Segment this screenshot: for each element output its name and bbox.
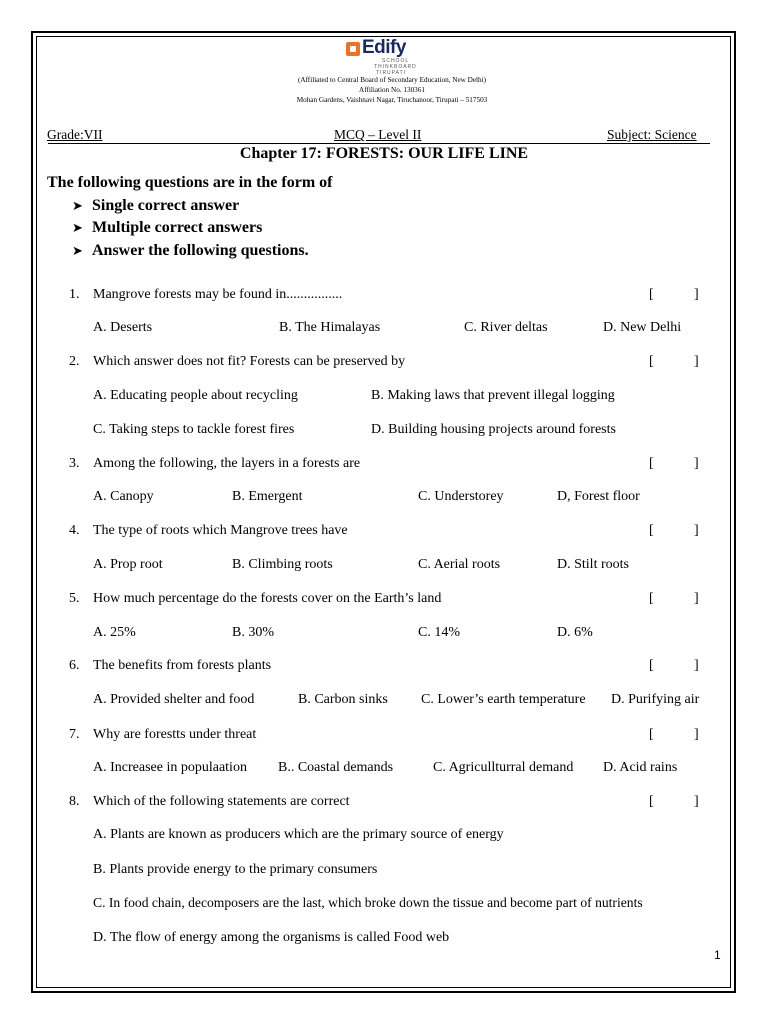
answer-bracket-open: [ xyxy=(649,287,654,302)
grade-label: Grade:VII xyxy=(47,127,103,142)
page-number: 1 xyxy=(714,948,721,962)
question-number: 6. xyxy=(69,658,80,673)
answer-bracket-close: ] xyxy=(694,354,699,369)
answer-bracket-close: ] xyxy=(694,591,699,606)
answer-bracket-open: [ xyxy=(649,658,654,673)
option: B. 30% xyxy=(232,625,274,640)
option: A. Educating people about recycling xyxy=(93,388,298,403)
option: A. Prop root xyxy=(93,557,163,572)
arrow-bullet-icon: ➤ xyxy=(72,199,83,214)
question-text: Among the following, the layers in a forests are xyxy=(93,456,361,471)
option: D. 6% xyxy=(557,625,593,640)
answer-bracket-close: ] xyxy=(694,456,699,471)
bullet-item: ➤ Answer the following questions. xyxy=(72,242,309,259)
question-number: 1. xyxy=(69,287,80,302)
subject-label: Subject: Science xyxy=(607,127,697,142)
question-text: Why are forestts under threat xyxy=(93,727,257,742)
question-text: The benefits from forests plants xyxy=(93,658,272,673)
bullet-item: ➤ Single correct answer xyxy=(72,197,240,214)
question-number: 4. xyxy=(69,523,80,538)
option: C. Lower’s earth temperature xyxy=(421,692,586,707)
option: B. Plants provide energy to the primary consumers xyxy=(93,862,378,877)
question-text: The type of roots which Mangrove trees have xyxy=(93,523,348,538)
option: A. Provided shelter and food xyxy=(93,692,255,707)
answer-bracket-open: [ xyxy=(649,354,654,369)
affiliation-line-2: Affiliation No. 130361 xyxy=(359,86,425,94)
option: A. Canopy xyxy=(93,489,154,504)
option: B. Emergent xyxy=(232,489,303,504)
option: D. Acid rains xyxy=(603,760,678,775)
chapter-title: Chapter 17: FORESTS: OUR LIFE LINE xyxy=(239,145,529,162)
answer-bracket-open: [ xyxy=(649,794,654,809)
question-text: Mangrove forests may be found in................ xyxy=(93,287,343,302)
answer-bracket-close: ] xyxy=(694,287,699,302)
logo-sub-2: THINKBOARD xyxy=(374,64,417,70)
option: A. 25% xyxy=(93,625,136,640)
option: C. Taking steps to tackle forest fires xyxy=(93,422,295,437)
question-number: 8. xyxy=(69,794,80,809)
option: B. Climbing roots xyxy=(232,557,333,572)
question-text: How much percentage do the forests cover on the Earth’s land xyxy=(93,591,442,606)
question-number: 2. xyxy=(69,354,80,369)
option: C. Agricullturral demand xyxy=(433,760,574,775)
option: B. Making laws that prevent illegal logging xyxy=(371,388,615,403)
answer-bracket-open: [ xyxy=(649,523,654,538)
header-underline xyxy=(48,143,710,144)
bullet-item: ➤ Multiple correct answers xyxy=(72,219,263,236)
level-label: MCQ – Level II xyxy=(334,127,422,142)
option: A. Plants are known as producers which are the primary source of energy xyxy=(93,827,504,842)
answer-bracket-open: [ xyxy=(649,591,654,606)
option: C. Aerial roots xyxy=(418,557,501,572)
affiliation-line-1: (Affiliated to Central Board of Secondary Education, New Delhi) xyxy=(297,76,487,84)
question-text: Which answer does not fit? Forests can be preserved by xyxy=(93,354,406,369)
question-text: Which of the following statements are correct xyxy=(93,794,350,809)
option: D. Purifying air xyxy=(611,692,700,707)
arrow-bullet-icon: ➤ xyxy=(72,221,83,236)
affiliation-line-3: Mohan Gardens, Vaishnavi Nagar, Tiruchanoor, Tirupati – 517503 xyxy=(296,96,488,104)
option: B. The Himalayas xyxy=(279,320,381,335)
school-logo xyxy=(346,37,426,76)
option: D. The flow of energy among the organisms is called Food web xyxy=(93,930,450,945)
question-number: 3. xyxy=(69,456,80,471)
instructions-intro: The following questions are in the form of xyxy=(47,174,333,191)
answer-bracket-open: [ xyxy=(649,456,654,471)
option: D. Building housing projects around forests xyxy=(371,422,616,437)
answer-bracket-close: ] xyxy=(694,794,699,809)
option: A. Deserts xyxy=(93,320,153,335)
option: A. Increasee in populaation xyxy=(93,760,247,775)
question-number: 7. xyxy=(69,727,80,742)
option: C. In food chain, decomposers are the last, which broke down the tissue and become part of nutrients xyxy=(93,895,643,910)
answer-bracket-open: [ xyxy=(649,727,654,742)
option: D, Forest floor xyxy=(557,489,640,504)
answer-bracket-close: ] xyxy=(694,727,699,742)
arrow-bullet-icon: ➤ xyxy=(72,244,83,259)
option: B. Carbon sinks xyxy=(298,692,388,707)
option: C. 14% xyxy=(418,625,460,640)
option: B.. Coastal demands xyxy=(278,760,394,775)
logo-sub-3: TIRUPATI xyxy=(376,70,407,76)
answer-bracket-close: ] xyxy=(694,658,699,673)
answer-bracket-close: ] xyxy=(694,523,699,538)
question-number: 5. xyxy=(69,591,80,606)
logo-sub-1: SCHOOL xyxy=(382,58,410,64)
logo-text: Edify xyxy=(362,37,406,58)
option: C. Understorey xyxy=(418,489,504,504)
option: C. River deltas xyxy=(464,320,548,335)
option: D. New Delhi xyxy=(603,320,682,335)
logo-icon xyxy=(346,42,360,56)
option: D. Stilt roots xyxy=(557,557,629,572)
